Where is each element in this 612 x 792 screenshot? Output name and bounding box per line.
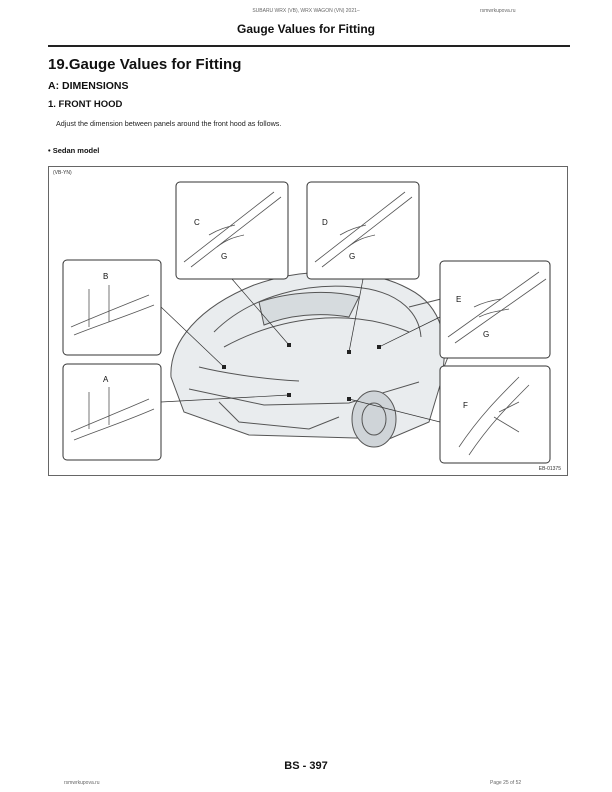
header-rule bbox=[48, 45, 570, 47]
item-heading: 1. FRONT HOOD bbox=[48, 99, 123, 110]
callout-c: C bbox=[194, 218, 200, 227]
page-header-title: Gauge Values for Fitting bbox=[236, 22, 376, 36]
footer-pager: Page 25 of 52 bbox=[490, 780, 522, 786]
instruction-paragraph: Adjust the dimension between panels around the front hood as follows. bbox=[56, 119, 282, 128]
callout-g-2: G bbox=[349, 252, 356, 261]
callout-a: A bbox=[103, 375, 109, 384]
callout-b: B bbox=[103, 272, 109, 281]
figure-code: EB-01375 bbox=[538, 466, 561, 472]
figure-tag: (VB-YN) bbox=[53, 170, 72, 176]
site-mark: rsmwrkupova.ru bbox=[480, 8, 516, 14]
car-illustration bbox=[171, 272, 464, 447]
model-bullet: • Sedan model bbox=[48, 146, 100, 155]
front-hood-figure bbox=[48, 166, 568, 476]
footer-site: rsmwrkupova.ru bbox=[64, 780, 100, 786]
callout-d: D bbox=[322, 218, 328, 227]
section-heading: 19.Gauge Values for Fitting bbox=[48, 56, 242, 73]
callout-f: F bbox=[463, 401, 468, 410]
subsection-heading: A: DIMENSIONS bbox=[48, 80, 129, 92]
callout-e: E bbox=[456, 295, 462, 304]
callout-g-1: G bbox=[221, 252, 228, 261]
doc-line: SUBARU WRX (VB), WRX WAGON (VN) 2021– bbox=[252, 8, 360, 14]
page-number: BS - 397 bbox=[284, 760, 328, 772]
callout-g-3: G bbox=[483, 330, 490, 339]
hood-gap-illustration bbox=[49, 167, 567, 475]
